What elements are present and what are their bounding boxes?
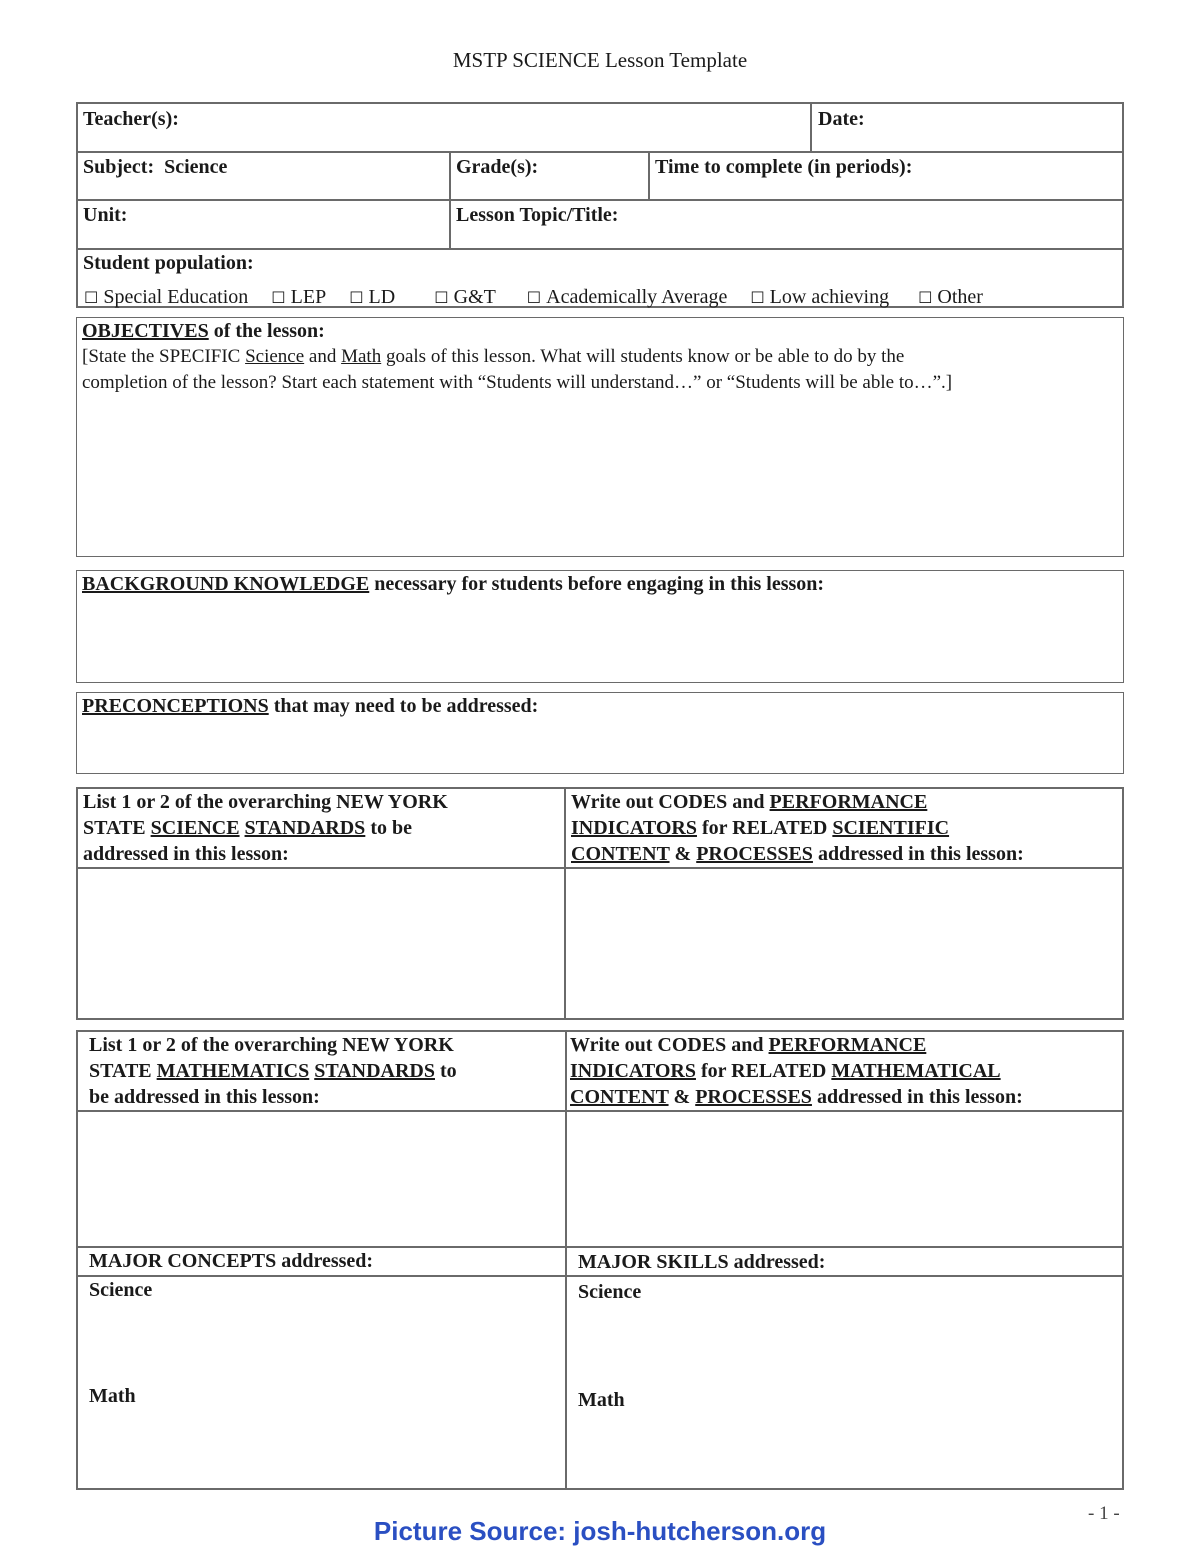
- concepts-science-label: Science: [89, 1279, 153, 1301]
- checkbox-icon[interactable]: ☐: [271, 288, 286, 307]
- option-low-achieving[interactable]: ☐ Low achieving: [750, 286, 890, 308]
- objectives-instructions: [State the SPECIFIC Science and Math goals of this lesson. What will students know or be able to do by the completion of the lesson? Start each statement with “Students will understand…” or “Students will be able to…”.]: [82, 346, 953, 393]
- checkbox-icon[interactable]: ☐: [349, 288, 364, 307]
- background-heading: BACKGROUND KNOWLEDGE necessary for students before engaging in this lesson:: [82, 573, 825, 595]
- science-standards-input-left[interactable]: [77, 868, 565, 1019]
- date-label: Date:: [818, 108, 865, 130]
- option-gt[interactable]: ☐ G&T: [434, 286, 496, 308]
- preconceptions-box[interactable]: [76, 692, 1124, 774]
- option-special-education[interactable]: ☐ Special Education: [84, 286, 249, 308]
- skills-science-label: Science: [578, 1281, 642, 1303]
- major-skills-header: [566, 1247, 1123, 1276]
- preconceptions-heading: PRECONCEPTIONS that may need to be addressed:: [82, 695, 539, 717]
- unit-label: Unit:: [83, 204, 128, 226]
- math-standards-input-left[interactable]: [77, 1111, 566, 1247]
- unit-cell[interactable]: [77, 200, 450, 249]
- option-academically-average[interactable]: ☐ Academically Average: [526, 286, 728, 308]
- math-standards-input-right[interactable]: [566, 1111, 1123, 1247]
- math-standards-table: [76, 1030, 1124, 1490]
- subject-label: Subject: Science: [83, 156, 228, 178]
- teacher-label: Teacher(s):: [83, 108, 179, 130]
- grade-cell[interactable]: [450, 152, 649, 200]
- grade-label: Grade(s):: [456, 156, 539, 178]
- time-cell[interactable]: [649, 152, 1123, 200]
- math-standards-header-right: Write out CODES and PERFORMANCE INDICATORS for RELATED MATHEMATICAL CONTENT & PROCESSES addressed in this lesson:: [566, 1031, 1123, 1111]
- checkbox-icon[interactable]: ☐: [434, 288, 449, 307]
- population-cell: [77, 249, 1123, 307]
- time-label: Time to complete (in periods):: [655, 156, 913, 178]
- option-ld[interactable]: ☐ LD: [349, 286, 396, 308]
- science-standards-input-right[interactable]: [565, 868, 1123, 1019]
- page-title: MSTP SCIENCE Lesson Template: [452, 48, 748, 72]
- major-concepts-heading: MAJOR CONCEPTS addressed:: [89, 1250, 374, 1272]
- population-options: [84, 286, 1001, 309]
- header-table: [76, 102, 1124, 308]
- teacher-cell[interactable]: [77, 103, 811, 152]
- major-skills-heading: MAJOR SKILLS addressed:: [578, 1251, 826, 1273]
- page-number: - 1 -: [1088, 1503, 1120, 1524]
- skills-math-label: Math: [578, 1389, 625, 1411]
- math-standards-header-left: List 1 or 2 of the overarching NEW YORK STATE MATHEMATICS STANDARDS to be addressed in this lesson:: [77, 1031, 566, 1111]
- topic-cell[interactable]: [450, 200, 1123, 249]
- checkbox-icon[interactable]: ☐: [526, 288, 542, 307]
- science-standards-header-right: Write out CODES and PERFORMANCE INDICATORS for RELATED SCIENTIFIC CONTENT & PROCESSES addressed in this lesson:: [565, 788, 1123, 868]
- checkbox-icon[interactable]: ☐: [84, 288, 99, 307]
- population-label: Student population:: [83, 252, 254, 274]
- major-concepts-input[interactable]: [77, 1276, 566, 1489]
- concepts-math-label: Math: [89, 1385, 136, 1407]
- topic-label: Lesson Topic/Title:: [456, 204, 619, 226]
- science-standards-header-left: List 1 or 2 of the overarching NEW YORK STATE SCIENCE STANDARDS to be addressed in this lesson:: [77, 788, 565, 868]
- science-standards-table: [76, 787, 1124, 1020]
- subject-cell[interactable]: [77, 152, 450, 200]
- major-skills-input[interactable]: [566, 1276, 1123, 1489]
- checkbox-icon[interactable]: ☐: [918, 288, 933, 307]
- picture-source-watermark: Picture Source: josh-hutcherson.org: [373, 1516, 827, 1546]
- checkbox-icon[interactable]: ☐: [750, 288, 765, 307]
- date-cell[interactable]: [811, 103, 1123, 152]
- option-lep[interactable]: ☐ LEP: [271, 286, 327, 308]
- option-other[interactable]: ☐ Other: [918, 286, 983, 308]
- background-knowledge-box[interactable]: [76, 570, 1124, 683]
- objectives-box[interactable]: [76, 317, 1124, 557]
- objectives-heading: OBJECTIVES of the lesson:: [82, 320, 325, 342]
- major-concepts-header: [77, 1247, 566, 1276]
